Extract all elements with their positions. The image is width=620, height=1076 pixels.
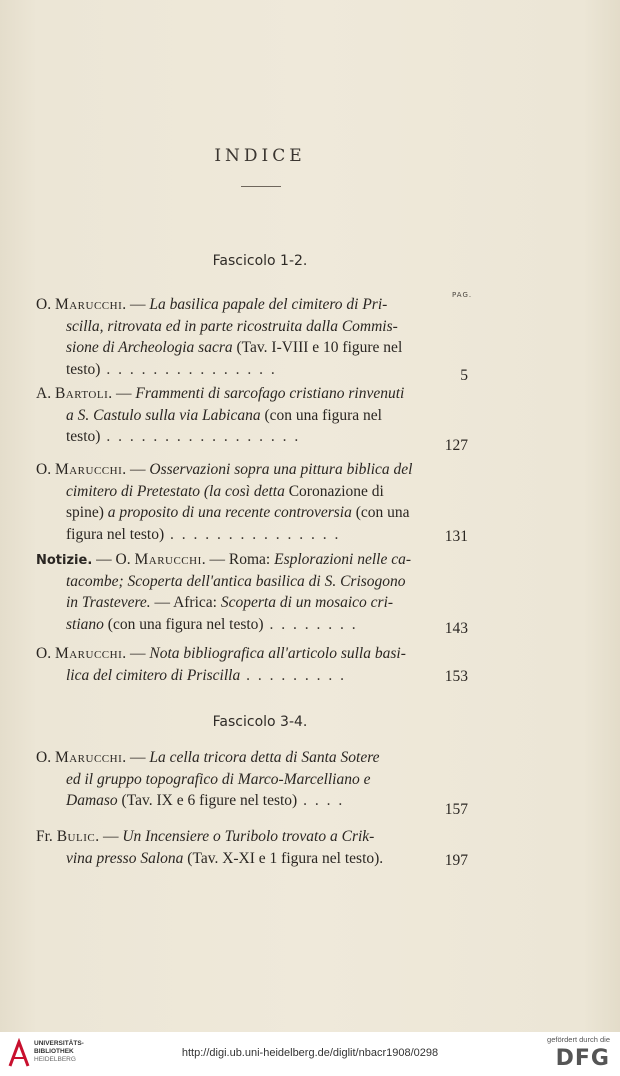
page-number: 5	[460, 367, 468, 384]
index-entry: O. Marucchi. — La cella tricora detta di Santa Sotere ed il gruppo topografico di Marco-Marcelliano e Damaso (Tav. IX e 6 figure nel testo) . . . .	[36, 749, 380, 810]
page-number: 157	[444, 801, 468, 818]
page-number: 127	[444, 437, 468, 454]
page-column-label: PAG.	[452, 291, 473, 299]
index-entry: Fr. Bulic. — Un Incensiere o Turibolo trovato a Crik- vina presso Salona (Tav. X-XI e 1 figura nel testo).	[36, 828, 384, 867]
page-number: 197	[444, 852, 468, 869]
institution-name: UNIVERSITÄTS- BIBLIOTHEK HEIDELBERG	[34, 1040, 84, 1063]
index-entry: O. Marucchi. — Nota bibliografica all'articolo sulla basi- lica del cimitero di Priscilla . . . . . . . . .	[36, 645, 406, 684]
page-number: 153	[444, 668, 468, 685]
index-entry: O. Marucchi. — Osservazioni sopra una pittura biblica del cimitero di Pretestato (la così detta Coronazione di spine) a proposito di una recente controversia (con una figura nel testo) . . . . . . . . . . . . . . .	[36, 461, 413, 544]
permalink-url[interactable]: http://digi.ub.uni-heidelberg.de/diglit/nbacr1908/0298	[181, 1047, 439, 1059]
index-entry: O. Marucchi. — La basilica papale del cimitero di Pri- scilla, ritrovata ed in parte ricostruita dalla Commis- sione di Archeologia sacra (Tav. I-VIII e 10 figure nel testo) . . . . . . . . . . . . . . .	[36, 296, 403, 379]
page-number: 143	[444, 620, 468, 637]
funded-by-label: gefördert durch die	[547, 1035, 610, 1044]
section-title-1: Fascicolo 1-2.	[212, 253, 308, 269]
index-entry: A. Bartoli. — Frammenti di sarcofago cristiano rinvenuti a S. Castulo sulla via Labicana (con una figura nel testo) . . . . . . . . . . . . . . . . .	[36, 385, 405, 446]
dfg-logo: DFG	[555, 1046, 610, 1071]
section-title-2: Fascicolo 3-4.	[212, 714, 308, 730]
heading-rule	[241, 186, 281, 187]
page-number: 131	[444, 528, 468, 545]
index-heading: INDICE	[214, 146, 306, 166]
index-entry: Notizie. — O. Marucchi. — Roma: Esplorazioni nelle ca- tacombe; Scoperta dell'antica basilica di S. Crisogono in Trastevere. — Africa: Scoperta di un mosaico cri- stiano (con una figura nel testo) . . . . . . . .	[36, 551, 412, 634]
viewer-footer	[0, 1032, 620, 1076]
